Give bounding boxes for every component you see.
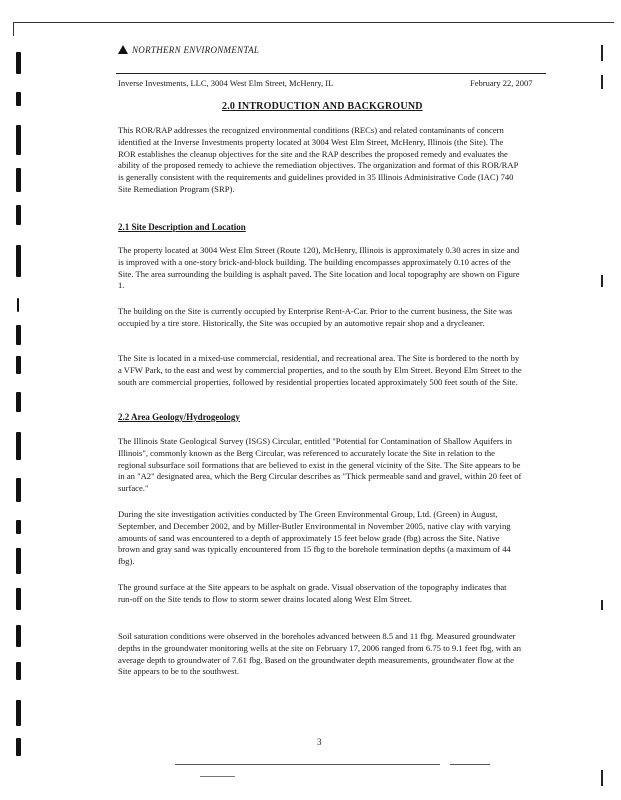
margin-mark	[16, 392, 21, 412]
margin-mark	[601, 275, 603, 287]
section-title: 2.0 INTRODUCTION AND BACKGROUND	[222, 101, 423, 112]
margin-mark	[16, 52, 21, 74]
margin-mark	[601, 45, 603, 61]
scan-border-left	[13, 22, 14, 36]
margin-mark	[16, 520, 21, 534]
groundwater-paragraph: Soil saturation conditions were observed in the boreholes advanced between 8.5 and 11 fbg. Measured groundwater depths in the groundwater monitoring wells at the site on February 17, 2006 ranged from 6.75 to 9.1 feet fbg, with an average depth to groundwater of 7.61 fbg. Based on the groundwater depth measurements, groundwater flow at the Site appears to be to the southwest.	[118, 631, 522, 677]
margin-mark	[16, 356, 21, 374]
margin-mark	[16, 625, 21, 647]
site-location-paragraph: The Site is located in a mixed-use commercial, residential, and recreational area. The Site is bordered to the north by a VFW Park, to the east and west by commercial properties, and to the south by Elm Street. Beyond Elm Street to the south are commercial properties, followed by residential properties located approximately 500 feet south of the Site.	[118, 353, 522, 387]
margin-mark	[16, 125, 21, 155]
ground-surface-paragraph: The ground surface at the Site appears to be asphalt on grade. Visual observation of the topography indicates that run-off on the Site tends to flow to storm sewer drains located along West Elm Street.	[118, 582, 507, 604]
berg-circular-paragraph: The Illinois State Geological Survey (ISGS) Circular, entitled "Potential for Contamination of Shallow Aquifers in Illinois", commonly known as the Berg Circular, was referenced to accurately locate the Site in relation to the regional subsurface soil formations that are believed to exist in the general vicinity of the Site. The Site appears to be in an "A2" designated area, which the Berg Circular describes as "Thick permeable sand and gravel, within 20 feet of surface."	[118, 436, 522, 494]
margin-mark	[16, 588, 21, 610]
document-date: February 22, 2007	[470, 78, 533, 88]
footer-rule	[200, 776, 235, 777]
footer-rule	[175, 764, 440, 765]
margin-mark	[16, 168, 21, 192]
margin-mark	[16, 92, 21, 106]
margin-mark	[16, 325, 21, 345]
margin-mark	[601, 600, 603, 610]
margin-mark	[16, 245, 21, 277]
page-number: 3	[317, 737, 322, 747]
subsection-title-site-description: 2.1 Site Description and Location	[118, 222, 246, 232]
margin-mark	[16, 205, 21, 225]
site-investigation-paragraph: During the site investigation activities conducted by The Green Environmental Group, Ltd. (Green) in August, September, and December 2002, and by Miller-Butler Environmental in November 2005, native clay with varying amounts of sand was encountered to a depth of approximately 15 feet below grade (fbg) across the Site. Native brown and gray sand was typically encountered from 15 fbg to the borehole termination depths (a maximum of 44 fbg).	[118, 509, 511, 567]
header-rule	[116, 73, 546, 74]
margin-mark	[16, 662, 21, 680]
margin-mark	[16, 548, 21, 574]
margin-mark	[16, 432, 21, 460]
margin-mark	[601, 770, 603, 786]
company-name: NORTHERN ENVIRONMENTAL	[132, 45, 260, 55]
scan-border-top	[14, 22, 614, 23]
subsection-title-geology: 2.2 Area Geology/Hydrogeology	[118, 412, 240, 422]
margin-mark	[16, 478, 21, 502]
margin-mark	[16, 700, 21, 726]
intro-paragraph: This ROR/RAP addresses the recognized environmental conditions (RECs) and related contaminants of concern identified at the Inverse Investments property located at 3004 West Elm Street, McHenry, Illinois (the Site). The ROR establishes the cleanup objectives for the site and the RAP describes the proposed remedy and evaluates the ability of the proposed remedy to achieve the remediation objectives. The organization and format of this ROR/RAP is generally consistent with the requirements and guidelines provided in 35 Illinois Administrative Code (IAC) 740 Site Remediation Program (SRP).	[118, 125, 519, 194]
site-occupancy-paragraph: The building on the Site is currently occupied by Enterprise Rent-A-Car. Prior to the current business, the Site was occupied by a tire store. Historically, the Site was occupied by an automotive repair shop and a drycleaner.	[118, 306, 513, 328]
client-address-line: Inverse Investments, LLC, 3004 West Elm Street, McHenry, IL	[118, 78, 334, 88]
margin-mark	[16, 738, 21, 756]
footer-rule	[450, 764, 490, 765]
margin-mark	[17, 298, 19, 312]
triangle-logo-icon	[118, 45, 128, 54]
company-logo	[118, 45, 259, 55]
site-description-paragraph: The property located at 3004 West Elm Street (Route 120), McHenry, Illinois is approximately 0.30 acres in size and is improved with a one-story brick-and-block building. The building encompasses approximately 0.10 acres of the Site. The area surrounding the building is asphalt paved. The Site location and local topography are shown on Figure 1.	[118, 245, 520, 291]
margin-mark	[601, 75, 603, 89]
